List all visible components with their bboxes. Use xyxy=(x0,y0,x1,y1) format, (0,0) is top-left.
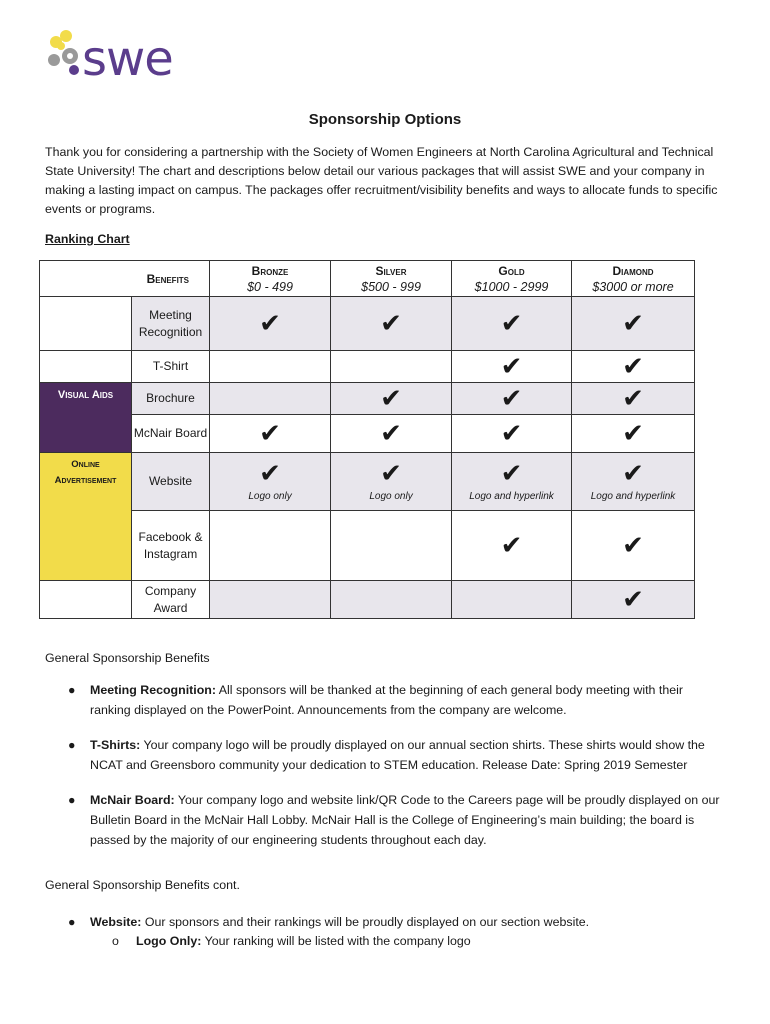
tier-cell xyxy=(572,581,695,619)
tier-bronze xyxy=(210,261,331,297)
table-row xyxy=(40,415,695,453)
check-icon: ✔ xyxy=(380,383,402,414)
check-icon: ✔ xyxy=(259,418,281,449)
tier-note: Logo and hyperlink xyxy=(590,491,676,502)
tier-price: $1000 - 2999 xyxy=(474,279,549,294)
tier-cell xyxy=(210,383,331,415)
empty-cell xyxy=(40,581,132,619)
tier-cell xyxy=(452,581,572,619)
tier-cell xyxy=(452,351,572,383)
check-icon: ✔ xyxy=(622,530,644,561)
table-row xyxy=(40,453,695,511)
table-row xyxy=(40,383,695,415)
tier-note: Logo only xyxy=(248,491,292,502)
sub-list-item xyxy=(90,932,725,950)
check-icon: ✔ xyxy=(500,308,523,339)
tier-name: Silver xyxy=(375,263,407,278)
tier-cell xyxy=(572,415,695,453)
check-icon: ✔ xyxy=(380,418,402,449)
circle-bullet-icon: o xyxy=(112,934,119,948)
general-benefits-heading: General Sponsorship Benefits xyxy=(45,651,210,665)
bullet-icon: ● xyxy=(68,915,76,929)
check-icon: ✔ xyxy=(500,351,523,382)
tier-cell xyxy=(210,581,331,619)
table-row xyxy=(40,581,695,619)
bullet-icon: ● xyxy=(68,738,76,752)
tier-cell xyxy=(572,383,695,415)
list-item xyxy=(60,790,725,850)
tier-cell xyxy=(210,297,331,351)
sub-term: Logo Only: xyxy=(136,934,202,948)
tier-cell xyxy=(331,383,452,415)
tier-price: $0 - 499 xyxy=(247,279,293,294)
tier-cell xyxy=(331,511,452,581)
tier-cell xyxy=(572,351,695,383)
logo-wordmark: swe xyxy=(82,31,173,87)
sub-text: Your ranking will be listed with the company logo xyxy=(201,934,471,948)
tier-silver xyxy=(331,261,452,297)
check-icon: ✔ xyxy=(622,584,644,615)
benefit-term: Meeting Recognition: xyxy=(90,683,216,697)
group-label: Visual Aids xyxy=(57,389,114,401)
check-icon: ✔ xyxy=(622,351,644,382)
benefit-text: All sponsors will be thanked at the beginning of each general body meeting with their ranking displayed on the PowerPoint. Announcements from the company are welcome. xyxy=(90,683,683,717)
tier-cell xyxy=(572,453,695,511)
check-icon: ✔ xyxy=(500,459,523,489)
page-title: Sponsorship Options xyxy=(308,111,462,128)
general-benefits-list xyxy=(60,680,725,850)
tier-cell xyxy=(572,297,695,351)
benefit-term: Website: xyxy=(90,915,142,929)
check-icon: ✔ xyxy=(622,459,644,489)
tier-cell xyxy=(331,297,452,351)
check-icon: ✔ xyxy=(259,308,281,339)
tier-cell xyxy=(452,383,572,415)
benefit-label: McNair Board xyxy=(132,415,210,453)
tier-price: $500 - 999 xyxy=(361,279,421,294)
tier-price: $3000 or more xyxy=(592,279,674,294)
tier-cell xyxy=(452,453,572,511)
intro-paragraph: Thank you for considering a partnership with the Society of Women Engineers at North Carolina Agricultural and Technical State University! The chart and descriptions below detail our various packages that will assist SWE and your company in making a lasting impact on campus. The packages offer recruitment/visibility benefits and ways to allocate funds to specific events or programs. xyxy=(45,145,718,216)
check-icon: ✔ xyxy=(500,530,523,561)
tier-cell xyxy=(572,511,695,581)
empty-cell xyxy=(40,351,132,383)
group-online-advertisement xyxy=(40,453,132,581)
list-item xyxy=(60,680,725,720)
tier-cell xyxy=(331,415,452,453)
benefit-label: Brochure xyxy=(132,383,210,415)
check-icon: ✔ xyxy=(622,418,644,449)
tier-cell xyxy=(210,453,331,511)
bullet-icon: ● xyxy=(68,683,76,697)
benefit-label: Website xyxy=(132,453,210,511)
tier-name: Diamond xyxy=(612,263,654,278)
tier-cell xyxy=(452,511,572,581)
check-icon: ✔ xyxy=(380,459,402,489)
benefit-term: McNair Board: xyxy=(90,793,175,807)
benefit-text: Your company logo will be proudly displayed on our annual section shirts. These shirts would show the NCAT and Greensboro community your dedication to STEM education. Release Date: Spring 2019 Semester xyxy=(90,738,705,772)
check-icon: ✔ xyxy=(622,308,644,339)
benefit-term: T-Shirts: xyxy=(90,738,141,752)
tier-header-row xyxy=(40,261,695,297)
tier-diamond xyxy=(572,261,695,297)
benefit-label: T-Shirt xyxy=(132,351,210,383)
tier-cell xyxy=(452,297,572,351)
ranking-chart-table xyxy=(39,260,695,619)
benefit-text: Our sponsors and their rankings will be proudly displayed on our section website. xyxy=(141,915,590,929)
tier-gold xyxy=(452,261,572,297)
benefit-text: Your company logo and website link/QR Code to the Careers page will be proudly displayed on our Bulletin Board in the McNair Hall Lobby. McNair Hall is the College of Engineering’s main building; the board is passed by the majority of our engineering students throughout each day. xyxy=(90,793,720,847)
benefit-label: Facebook & Instagram xyxy=(132,511,210,581)
bullet-icon: ● xyxy=(68,793,76,807)
tier-cell xyxy=(331,351,452,383)
tier-name: Gold xyxy=(498,263,525,278)
group-visual-aids xyxy=(40,383,132,453)
tier-cell xyxy=(210,511,331,581)
empty-cell xyxy=(40,297,132,351)
benefits-header: Benefits xyxy=(40,261,210,297)
general-benefits-cont-list xyxy=(60,912,725,950)
check-icon: ✔ xyxy=(380,308,402,339)
table-row xyxy=(40,511,695,581)
check-icon: ✔ xyxy=(259,459,281,489)
table-row xyxy=(40,297,695,351)
ranking-chart-heading: Ranking Chart xyxy=(45,232,130,246)
list-item xyxy=(60,912,725,950)
check-icon: ✔ xyxy=(500,418,523,449)
tier-cell xyxy=(210,351,331,383)
tier-note: Logo and hyperlink xyxy=(469,491,554,502)
check-icon: ✔ xyxy=(500,383,523,414)
list-item xyxy=(60,735,725,775)
tier-cell xyxy=(331,581,452,619)
general-benefits-cont-heading: General Sponsorship Benefits cont. xyxy=(45,878,240,892)
benefit-label: Company Award xyxy=(132,581,210,619)
benefit-label: Meeting Recognition xyxy=(132,297,210,351)
group-label: Online Advertisement xyxy=(54,459,117,486)
tier-cell xyxy=(210,415,331,453)
check-icon: ✔ xyxy=(622,383,644,414)
tier-cell xyxy=(331,453,452,511)
table-row xyxy=(40,351,695,383)
tier-note: Logo only xyxy=(369,491,413,502)
tier-cell xyxy=(452,415,572,453)
tier-name: Bronze xyxy=(251,263,289,278)
gear-ribbon-logo-icon xyxy=(48,30,79,75)
